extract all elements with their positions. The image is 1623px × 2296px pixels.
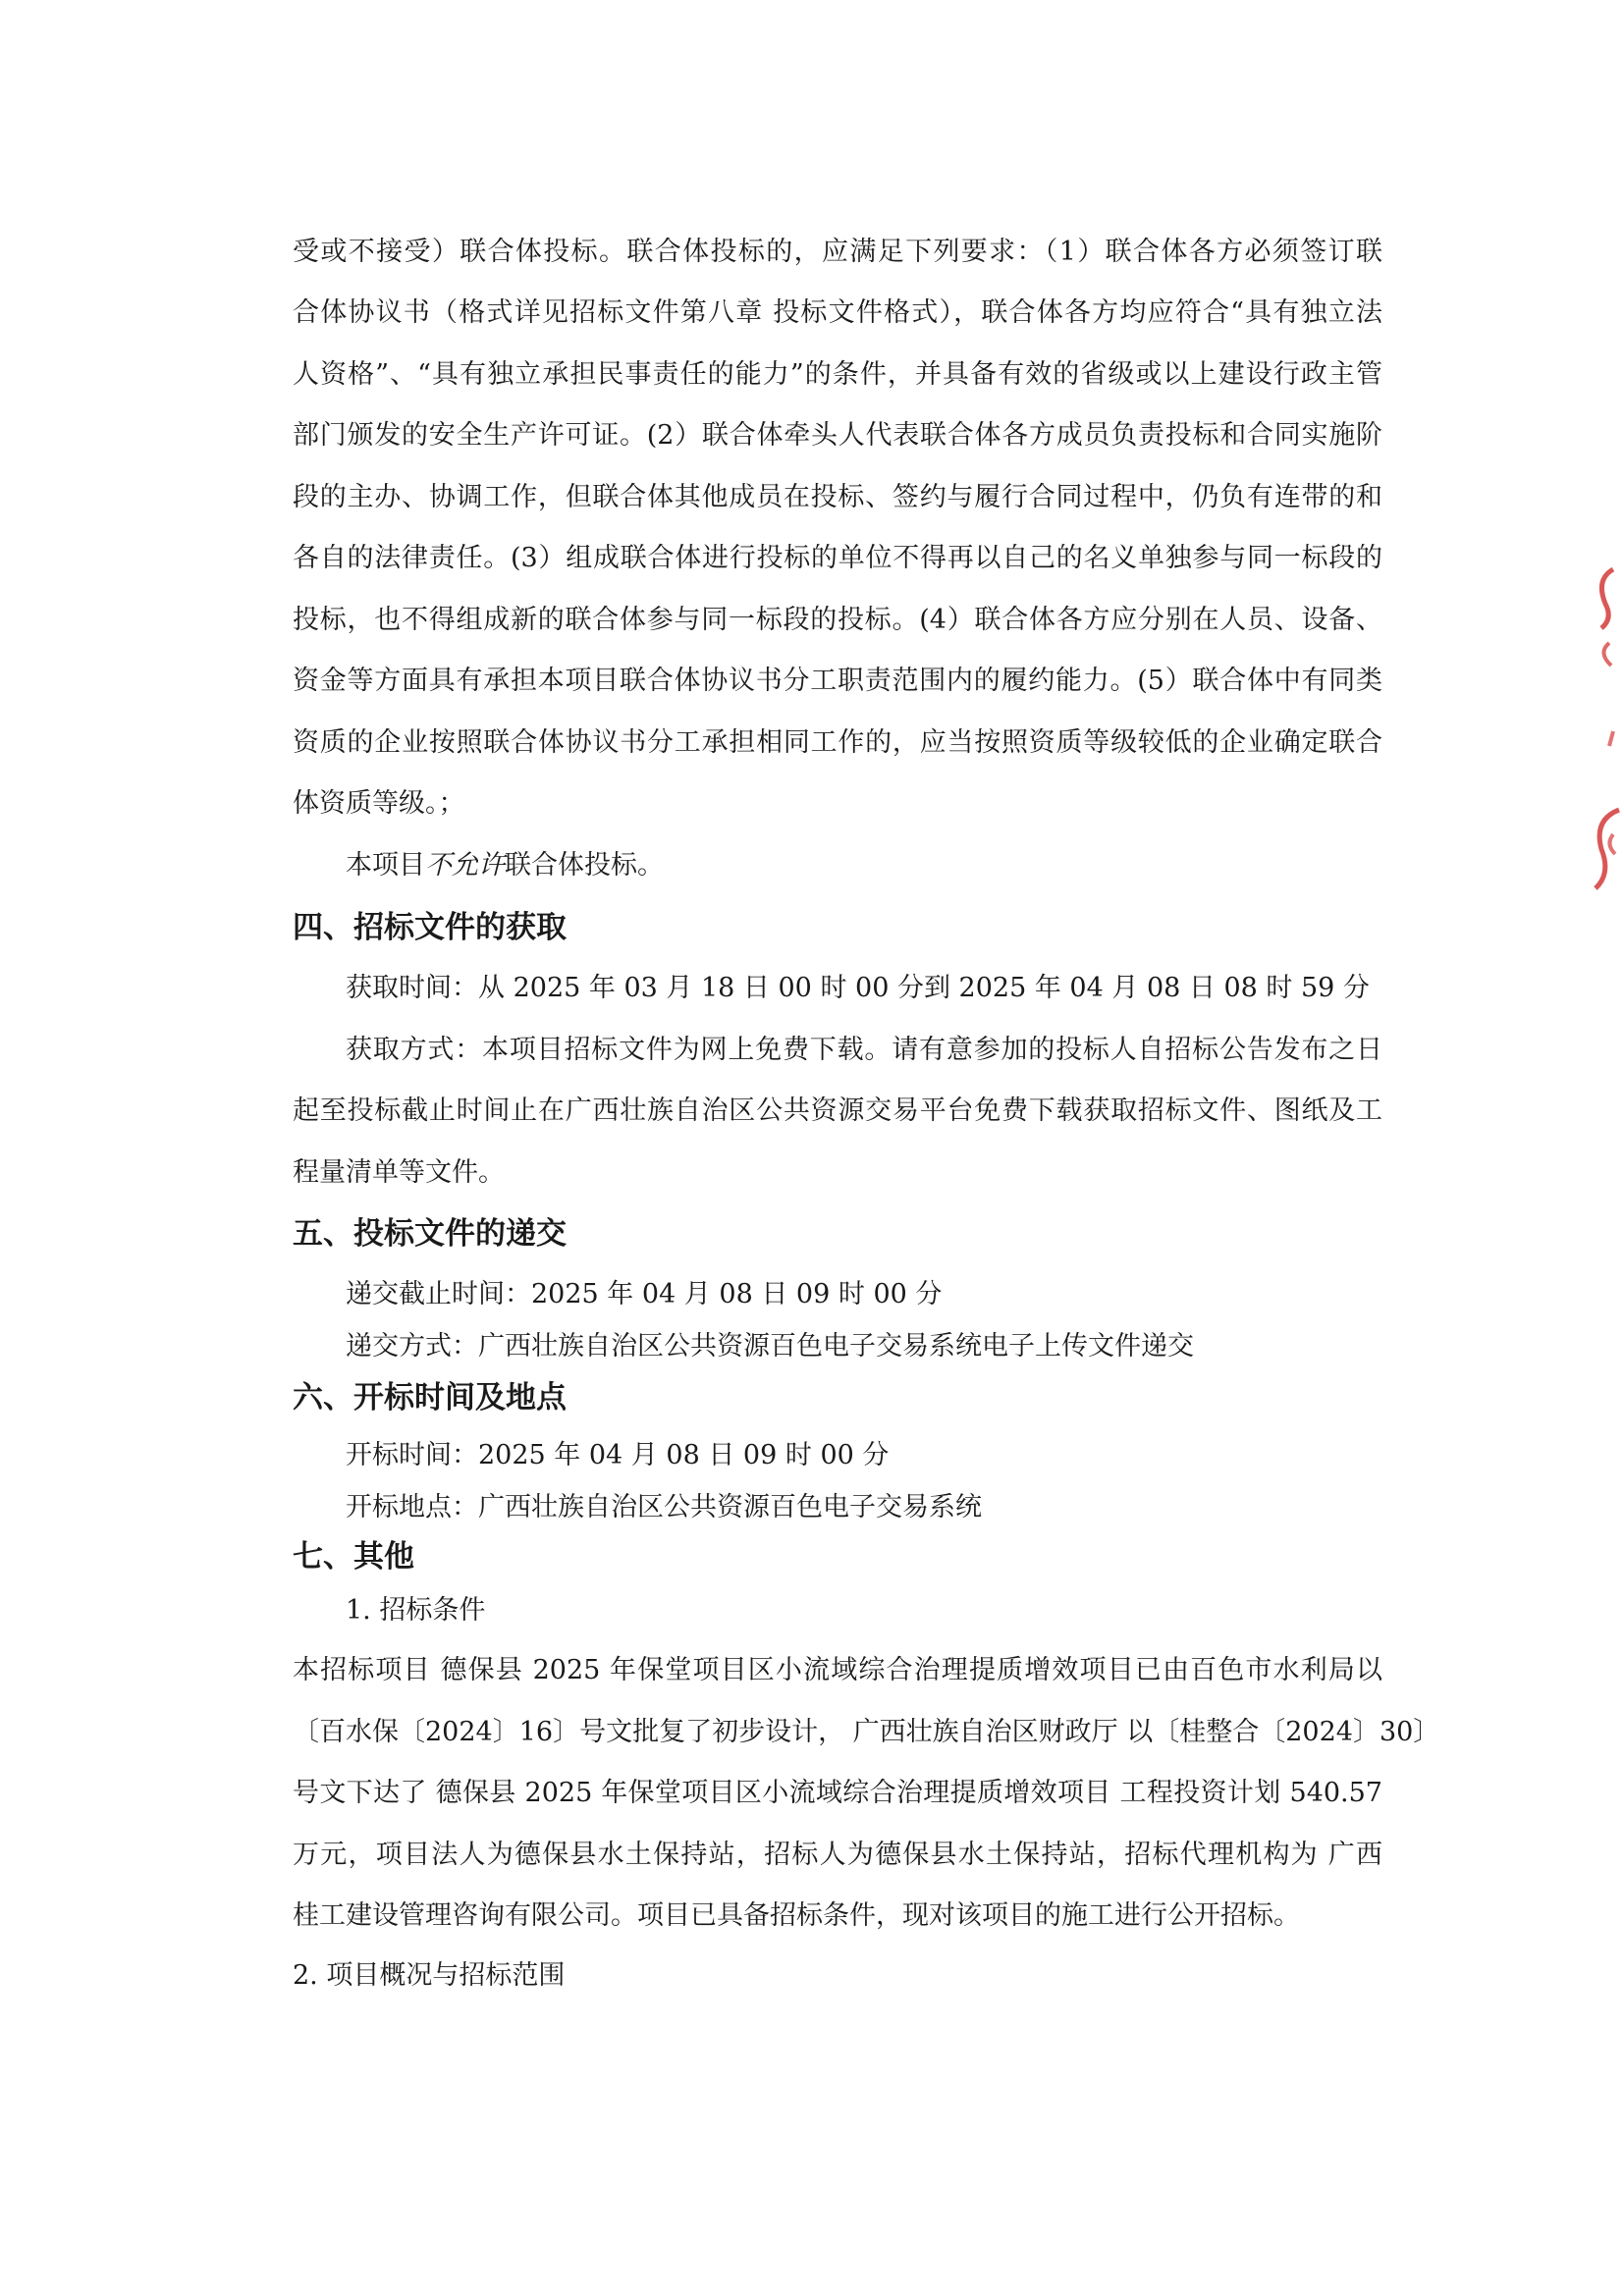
consortium-emphasis: 不允许 <box>425 850 505 881</box>
acquire-method-line: 获取方式：本项目招标文件为网上免费下载。请有意参加的投标人自招标公告发布之日 <box>346 1035 1382 1065</box>
seal-stamp-edge <box>1584 550 1623 923</box>
paragraph-line: 本招标项目 德保县 2025 年保堂项目区小流域综合治理提质增效项目已由百色市水利局以 <box>293 1655 1382 1685</box>
paragraph-line: 段的主办、协调工作，但联合体其他成员在投标、签约与履行合同过程中，仍负有连带的和 <box>293 482 1382 512</box>
section-heading-5: 五、投标文件的递交 <box>293 1216 567 1252</box>
paragraph-line: 资质的企业按照联合体协议书分工承担相同工作的，应当按照资质等级较低的企业确定联合 <box>293 727 1382 758</box>
submit-deadline: 递交截止时间：2025 年 04 月 08 日 09 时 00 分 <box>346 1279 943 1309</box>
consortium-statement: 本项目不允许联合体投标。 <box>346 850 664 881</box>
paragraph-line: 号文下达了 德保县 2025 年保堂项目区小流域综合治理提质增效项目 工程投资计划 540.57 <box>293 1778 1382 1808</box>
paragraph-line: 合体协议书（格式详见招标文件第八章 投标文件格式），联合体各方均应符合“具有独立法 <box>293 297 1382 328</box>
paragraph-line: 受或不接受）联合体投标。联合体投标的，应满足下列要求：（1）联合体各方必须签订联 <box>293 237 1382 267</box>
acquire-method-line: 起至投标截止时间止在广西壮族自治区公共资源交易平台免费下载获取招标文件、图纸及工 <box>293 1095 1382 1126</box>
paragraph-line: 〔百水保〔2024〕16〕号文批复了初步设计， 广西壮族自治区财政厅 以〔桂整合〔2024〕30〕 <box>293 1717 1440 1747</box>
paragraph-line: 体资质等级。； <box>293 788 465 819</box>
submit-method: 递交方式：广西壮族自治区公共资源百色电子交易系统电子上传文件递交 <box>346 1331 1194 1362</box>
section-heading-4: 四、招标文件的获取 <box>293 910 567 945</box>
paragraph-line: 投标，也不得组成新的联合体参与同一标段的投标。(4）联合体各方应分别在人员、设备、 <box>293 605 1382 635</box>
numbered-item: 1. 招标条件 <box>346 1595 486 1626</box>
acquire-method-line: 程量清单等文件。 <box>293 1157 505 1188</box>
paragraph-line: 各自的法律责任。(3）组成联合体进行投标的单位不得再以自己的名义单独参与同一标段的 <box>293 543 1382 573</box>
section-heading-6: 六、开标时间及地点 <box>293 1380 567 1415</box>
paragraph-line: 人资格”、“具有独立承担民事责任的能力”的条件，并具备有效的省级或以上建设行政主管 <box>293 359 1382 390</box>
paragraph-line: 部门颁发的安全生产许可证。(2）联合体牵头人代表联合体各方成员负责投标和合同实施阶 <box>293 420 1382 451</box>
paragraph-line: 资金等方面具有承担本项目联合体协议书分工职责范围内的履约能力。(5）联合体中有同类 <box>293 666 1382 696</box>
numbered-item: 2. 项目概况与招标范围 <box>293 1960 566 1991</box>
opening-place: 开标地点：广西壮族自治区公共资源百色电子交易系统 <box>346 1492 982 1522</box>
section-heading-7: 七、其他 <box>293 1539 414 1575</box>
paragraph-line: 桂工建设管理咨询有限公司。项目已具备招标条件，现对该项目的施工进行公开招标。 <box>293 1900 1300 1931</box>
paragraph-line: 万元，项目法人为德保县水土保持站，招标人为德保县水土保持站，招标代理机构为 广西 <box>293 1840 1382 1870</box>
opening-time: 开标时间：2025 年 04 月 08 日 09 时 00 分 <box>346 1440 890 1470</box>
acquire-time: 获取时间：从 2025 年 03 月 18 日 00 时 00 分到 2025 年 04 月 08 日 08 时 59 分 <box>346 973 1370 1003</box>
